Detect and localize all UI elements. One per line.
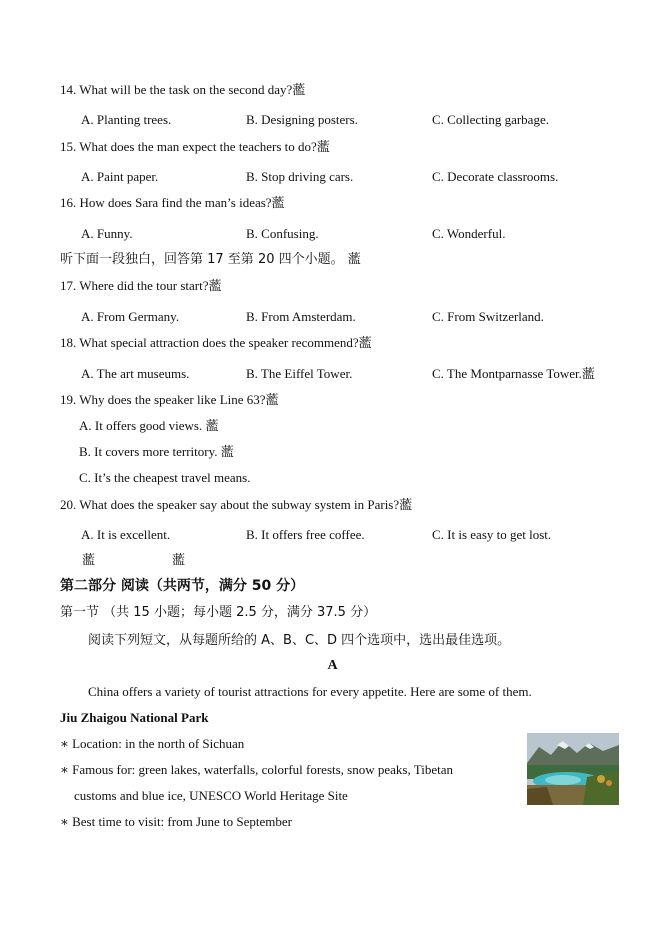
question-19-option-a: A. It offers good views. 蘫 xyxy=(79,418,219,433)
reading-instruction: 阅读下列短文，从每题所给的 A、B、C、D 四个选项中，选出最佳选项。 xyxy=(88,633,511,648)
question-17-option-c: C. From Switzerland. xyxy=(432,309,544,324)
passage-label: A xyxy=(327,658,338,673)
question-19-option-b: B. It covers more territory. 蘫 xyxy=(79,444,234,459)
question-18-option-c: C. The Montparnasse Tower.蘫 xyxy=(432,366,595,381)
question-14-option-b: B. Designing posters. xyxy=(246,112,358,127)
question-20-stem: 20. What does the speaker say about the subway system in Paris?蘫 xyxy=(60,497,413,512)
question-15-stem: 15. What does the man expect the teachers to do?蘫 xyxy=(60,139,330,154)
question-20-option-b: B. It offers free coffee. xyxy=(246,527,365,542)
question-17-stem: 17. Where did the tour start?蘫 xyxy=(60,278,222,293)
question-15-option-a: A. Paint paper. xyxy=(81,169,159,184)
question-19-stem: 19. Why does the speaker like Line 63?蘫 xyxy=(60,392,279,407)
question-14-stem: 14. What will be the task on the second day?蘫 xyxy=(60,82,306,97)
attraction-location: ∗ Location: in the north of Sichuan xyxy=(60,736,245,751)
question-16-option-b: B. Confusing. xyxy=(246,226,319,241)
question-17-option-b: B. From Amsterdam. xyxy=(246,309,356,324)
attraction-best-time: ∗ Best time to visit: from June to September xyxy=(60,814,292,829)
question-17-option-a: A. From Germany. xyxy=(81,309,180,324)
question-16-stem: 16. How does Sara find the man’s ideas?蘫 xyxy=(60,195,285,210)
question-14-option-a: A. Planting trees. xyxy=(81,112,172,127)
question-18-option-a: A. The art museums. xyxy=(81,366,190,381)
section1-title: 第一节 （共 15 小题；每小题 2.5 分，满分 37.5 分） xyxy=(60,605,377,620)
question-14-option-c: C. Collecting garbage. xyxy=(432,112,549,127)
question-16-option-a: A. Funny. xyxy=(81,226,133,241)
question-20-option-c: C. It is easy to get lost. xyxy=(432,527,552,542)
attraction-famous-line1: ∗ Famous for: green lakes, waterfalls, colorful forests, snow peaks, Tibetan xyxy=(60,762,453,777)
question-15-option-c: C. Decorate classrooms. xyxy=(432,169,559,184)
question-20-option-a: A. It is excellent. xyxy=(81,527,171,542)
part2-title: 第二部分 阅读（共两节，满分 50 分） xyxy=(60,578,305,594)
stray-mark-1: 蘫 xyxy=(82,553,96,568)
question-18-option-b: B. The Eiffel Tower. xyxy=(246,366,353,381)
question-19-option-c: C. It’s the cheapest travel means. xyxy=(79,470,251,485)
question-15-option-b: B. Stop driving cars. xyxy=(246,169,354,184)
landscape-photo-icon xyxy=(527,733,619,805)
monologue-instruction: 听下面一段独白，回答第 17 至第 20 四个小题。 蘫 xyxy=(60,252,361,267)
question-16-option-c: C. Wonderful. xyxy=(432,226,506,241)
passage-intro: China offers a variety of tourist attractions for every appetite. Here are some of them. xyxy=(88,684,532,699)
question-18-stem: 18. What special attraction does the speaker recommend?蘫 xyxy=(60,335,372,350)
stray-mark-2: 蘫 xyxy=(172,553,186,568)
attraction-famous-line2: customs and blue ice, UNESCO World Heritage Site xyxy=(74,788,348,803)
attraction-name: Jiu Zhaigou National Park xyxy=(60,710,209,725)
